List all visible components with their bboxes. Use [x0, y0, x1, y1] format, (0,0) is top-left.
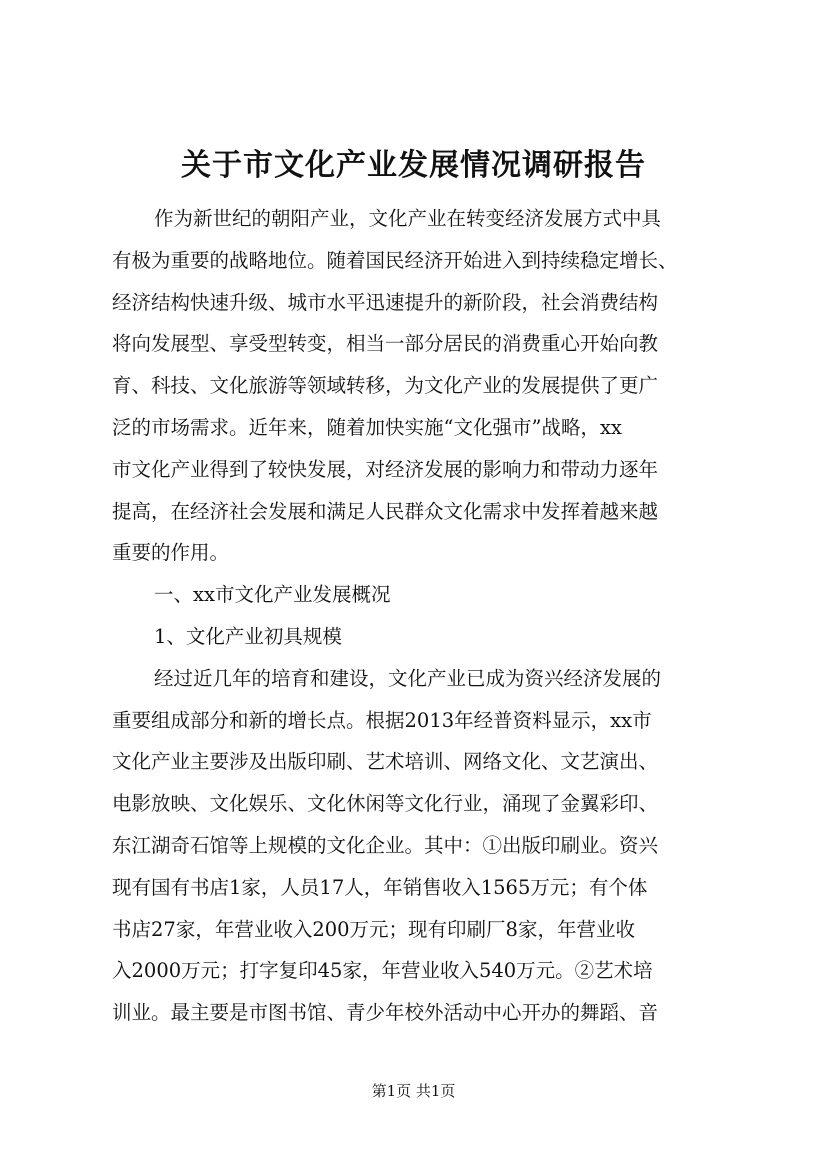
text-line: 训业。最主要是市图书馆、青少年校外活动中心开办的舞蹈、音 — [112, 1001, 659, 1025]
text-line: 提高，在经济社会发展和满足人民群众文化需求中发挥着越来越 — [112, 499, 659, 523]
text-line: 电影放映、文化娱乐、文化休闲等文化行业，涌现了金翼彩印、 — [112, 792, 659, 816]
text-line: 市文化产业得到了较快发展，对经济发展的影响力和带动力逐年 — [112, 457, 659, 481]
text-line: 东江湖奇石馆等上规模的文化企业。其中：①出版印刷业。资兴 — [112, 833, 659, 857]
text-line: 经过近几年的培育和建设，文化产业已成为资兴经济发展的 — [154, 666, 662, 690]
page-footer: 第1页 共1页 — [371, 1082, 456, 1100]
text-line: 有极为重要的战略地位。随着国民经济开始进入到持续稳定增长、 — [112, 248, 678, 272]
text-line: 育、科技、文化旅游等领域转移，为文化产业的发展提供了更广 — [112, 374, 659, 398]
document-title: 关于市文化产业发展情况调研报告 — [181, 148, 646, 183]
text-line: 书店27家，年营业收入200万元；现有印刷厂8家，年营业收 — [112, 917, 635, 941]
text-line: 文化产业主要涉及出版印刷、艺术培训、网络文化、文艺演出、 — [112, 750, 659, 774]
text-line: 重要组成部分和新的增长点。根据2013年经普资料显示，xx市 — [112, 708, 652, 732]
text-line: 泛的市场需求。近年来，随着加快实施“文化强市”战略，xx — [112, 415, 622, 439]
text-line: 将向发展型、享受型转变，相当一部分居民的消费重心开始向教 — [112, 332, 659, 356]
text-line: 入2000万元；打字复印45家，年营业收入540万元。②艺术培 — [112, 959, 653, 983]
text-line: 重要的作用。 — [112, 541, 230, 565]
text-line: 一、xx市文化产业发展概况 — [154, 583, 391, 607]
text-line: 现有国有书店1家，人员17人，年销售收入1565万元；有个体 — [112, 875, 648, 899]
text-line: 作为新世纪的朝阳产业，文化产业在转变经济发展方式中具 — [154, 207, 662, 230]
text-line: 经济结构快速升级、城市水平迅速提升的新阶段，社会消费结构 — [112, 290, 659, 314]
document-body — [112, 198, 752, 1034]
text-line: 1、文化产业初具规模 — [154, 624, 342, 648]
